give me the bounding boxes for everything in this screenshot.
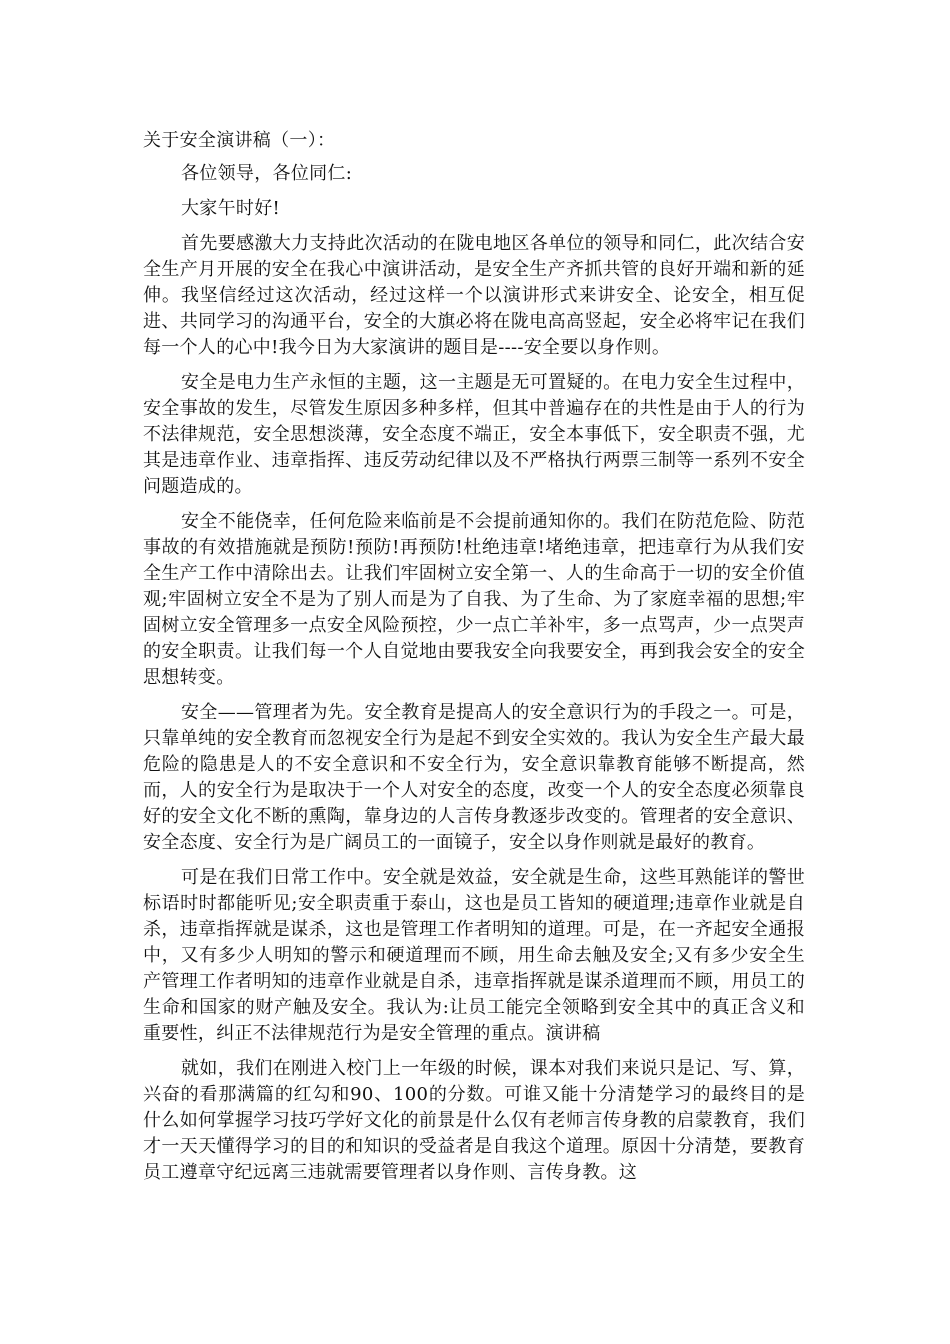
greeting: 大家午时好!	[181, 198, 281, 219]
paragraph: 就如，我们在刚进入校门上一年级的时候，课本对我们来说只是记、写、算，兴奋的看那满篇的红勾和90、100的分数。可谁又能十分清楚学习的最终目的是什么如何掌握学习技巧学好文化的前景是什么仅有老师言传身教的启蒙教育，我们才一天天懂得学习的目的和知识的受益者是自我这个道理。原因十分清楚，要教育员工遵章守纪远离三违就需要管理者以身作则、言传身教。这	[143, 1058, 805, 1183]
document-title: 关于安全演讲稿（一）：	[143, 130, 336, 151]
paragraph: 首先要感激大力支持此次活动的在陇电地区各单位的领导和同仁，此次结合安全生产月开展的安全在我心中演讲活动，是安全生产齐抓共管的良好开端和新的延伸。我坚信经过这次活动，经过这样一个以演讲形式来讲安全、论安全，相互促进、共同学习的沟通平台，安全的大旗必将在陇电高高竖起，安全必将牢记在我们每一个人的心中!我今日为大家演讲的题目是----安全要以身作则。	[143, 233, 805, 358]
paragraph: 可是在我们日常工作中。安全就是效益，安全就是生命，这些耳熟能详的警世标语时时都能听见;安全职责重于泰山，这也是员工皆知的硬道理;违章作业就是自杀，违章指挥就是谋杀，这也是管理工作者明知的道理。可是，在一齐起安全通报中，又有多少人明知的警示和硬道理而不顾，用生命去触及安全;又有多少安全生产管理工作者明知的违章作业就是自杀，违章指挥就是谋杀道理而不顾，用员工的生命和国家的财产触及安全。我认为:让员工能完全领略到安全其中的真正含义和重要性，纠正不法律规范行为是安全管理的重点。演讲稿	[143, 867, 805, 1044]
salutation: 各位领导，各位同仁:	[181, 163, 353, 184]
document-body	[143, 128, 805, 1195]
paragraph: 安全是电力生产永恒的主题，这一主题是无可置疑的。在电力安全生过程中，安全事故的发生，尽管发生原因多种多样，但其中普遍存在的共性是由于人的行为不法律规范，安全思想淡薄，安全态度不端正，安全本事低下，安全职责不强，尤其是违章作业、违章指挥、违反劳动纪律以及不严格执行两票三制等一系列不安全问题造成的。	[143, 372, 805, 497]
paragraph: 安全——管理者为先。安全教育是提高人的安全意识行为的手段之一。可是，只靠单纯的安全教育而忽视安全行为是起不到安全实效的。我认为安全生产最大最危险的隐患是人的不安全意识和不安全行为，安全意识靠教育能够不断提高，然而，人的安全行为是取决于一个人对安全的态度，改变一个人的安全态度必须靠良好的安全文化不断的熏陶，靠身边的人言传身教逐步改变的。管理者的安全意识、安全态度、安全行为是广阔员工的一面镜子，安全以身作则就是最好的教育。	[143, 702, 805, 853]
paragraph: 安全不能侥幸，任何危险来临前是不会提前通知你的。我们在防范危险、防范事故的有效措施就是预防!预防!再预防!杜绝违章!堵绝违章，把违章行为从我们安全生产工作中清除出去。让我们牢固树立安全第一、人的生命高于一切的安全价值观;牢固树立安全不是为了别人而是为了自我、为了生命、为了家庭幸福的思想;牢固树立安全管理多一点安全风险预控，少一点亡羊补牢，多一点骂声，少一点哭声的安全职责。让我们每一个人自觉地由要我安全向我要安全，再到我会安全的安全思想转变。	[143, 511, 805, 688]
